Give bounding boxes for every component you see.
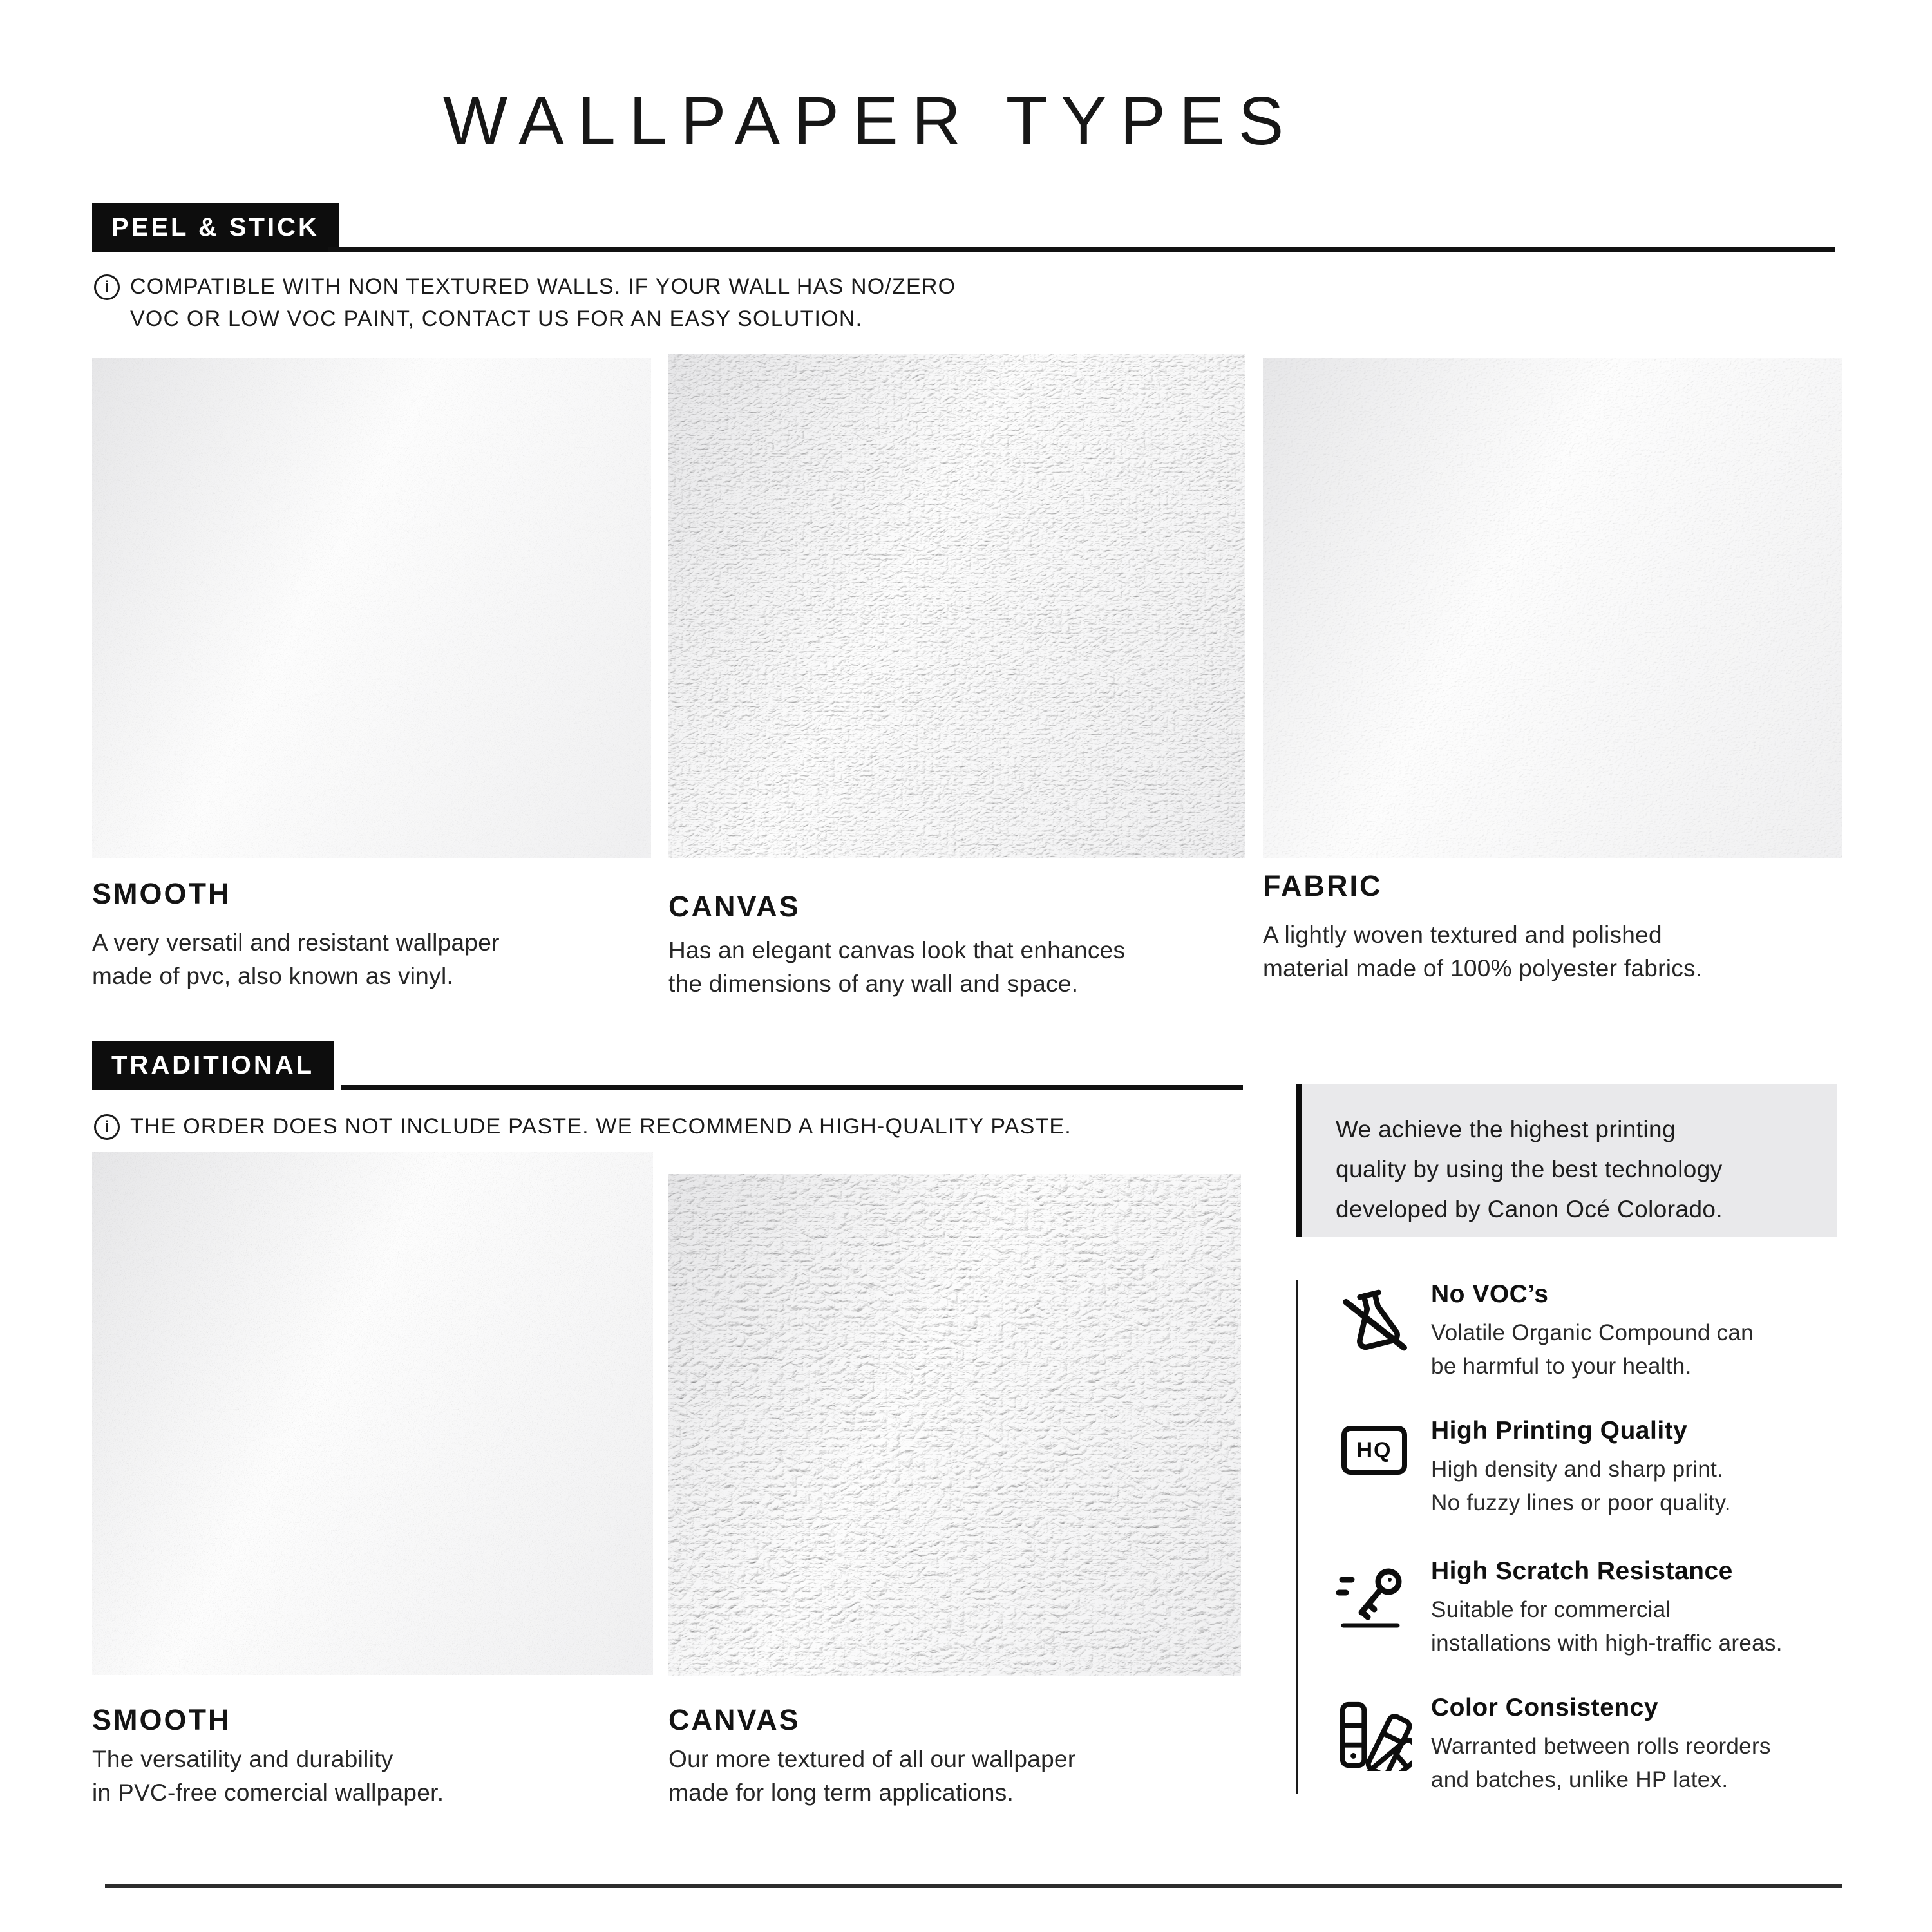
hq-badge-text: HQ [1341, 1426, 1407, 1475]
swatch-description [1263, 918, 1702, 985]
section-badge-peel-stick: PEEL & STICK [92, 203, 339, 252]
note-line: VOC OR LOW VOC PAINT, CONTACT US FOR AN EASY SOLUTION. [130, 307, 863, 331]
traditional-note [94, 1110, 1072, 1142]
feature-description [1431, 1316, 1754, 1383]
desc-line: Warranted between rolls reorders [1431, 1734, 1771, 1759]
desc-line: installations with high-traffic areas. [1431, 1631, 1783, 1656]
section-rule-traditional [341, 1085, 1243, 1090]
feature-description [1431, 1453, 1731, 1520]
desc-line: No fuzzy lines or poor quality. [1431, 1490, 1731, 1515]
feature-title: High Printing Quality [1431, 1417, 1688, 1444]
feature-description [1431, 1593, 1783, 1660]
feature-description [1431, 1730, 1771, 1797]
desc-line: made for long term applications. [668, 1779, 1014, 1806]
swatch-description [668, 934, 1125, 1001]
swatch-title: CANVAS [668, 1703, 800, 1736]
desc-line: A very versatil and resistant wallpaper [92, 929, 500, 956]
swatch-peel-stick-fabric [1263, 358, 1842, 858]
swatch-title: SMOOTH [92, 877, 231, 910]
swatch-traditional-canvas [668, 1174, 1241, 1676]
swatch-title: SMOOTH [92, 1703, 231, 1736]
swatch-title: CANVAS [668, 890, 800, 923]
key-scratch-icon [1325, 1562, 1423, 1629]
swatch-description [668, 1743, 1075, 1810]
desc-line: made of pvc, also known as vinyl. [92, 963, 454, 989]
desc-line: and batches, unlike HP latex. [1431, 1767, 1728, 1792]
bottom-divider-rule [105, 1884, 1842, 1888]
page-title: WALLPAPER TYPES [443, 83, 1298, 159]
swatch-description [92, 1743, 444, 1810]
swatch-description [92, 926, 500, 993]
swatch-peel-stick-canvas [668, 354, 1245, 858]
desc-line: A lightly woven textured and polished [1263, 922, 1662, 948]
color-swatchbook-icon [1325, 1699, 1423, 1771]
feature-title: High Scratch Resistance [1431, 1557, 1733, 1585]
feature-no-voc [1325, 1280, 1847, 1383]
feature-title: No VOC’s [1431, 1280, 1549, 1308]
callout-line: developed by Canon Océ Colorado. [1336, 1196, 1723, 1222]
section-rule-peel-stick [328, 247, 1835, 252]
printing-quality-callout [1296, 1084, 1837, 1237]
desc-line: The versatility and durability [92, 1746, 393, 1772]
feature-high-printing-quality [1325, 1417, 1847, 1520]
feature-color-consistency [1325, 1694, 1847, 1797]
desc-line: be harmful to your health. [1431, 1354, 1692, 1379]
swatch-traditional-smooth [92, 1152, 653, 1675]
desc-line: the dimensions of any wall and space. [668, 971, 1079, 997]
desc-line: material made of 100% polyester fabrics. [1263, 955, 1703, 981]
info-icon: i [94, 1114, 120, 1140]
desc-line: Our more textured of all our wallpaper [668, 1746, 1076, 1772]
desc-line: Has an elegant canvas look that enhances [668, 937, 1126, 963]
desc-line: High density and sharp print. [1431, 1457, 1724, 1482]
no-voc-flask-icon [1325, 1285, 1423, 1361]
note-line: COMPATIBLE WITH NON TEXTURED WALLS. IF YOUR WALL HAS NO/ZERO [130, 274, 956, 299]
features-divider-line [1296, 1280, 1298, 1794]
info-icon: i [94, 274, 120, 300]
peel-stick-note [94, 270, 956, 335]
callout-line: quality by using the best technology [1336, 1156, 1723, 1182]
feature-title: Color Consistency [1431, 1694, 1659, 1721]
hq-badge-icon [1325, 1422, 1423, 1475]
desc-line: Volatile Organic Compound can [1431, 1320, 1754, 1345]
traditional-note-text [130, 1110, 1072, 1142]
swatch-peel-stick-smooth [92, 358, 651, 858]
feature-high-scratch-resistance [1325, 1557, 1847, 1660]
section-badge-traditional: TRADITIONAL [92, 1041, 334, 1090]
desc-line: in PVC-free comercial wallpaper. [92, 1779, 444, 1806]
swatch-title: FABRIC [1263, 869, 1383, 902]
callout-line: We achieve the highest printing [1336, 1116, 1676, 1142]
note-line: THE ORDER DOES NOT INCLUDE PASTE. WE RECOMMEND A HIGH-QUALITY PASTE. [130, 1114, 1072, 1139]
peel-stick-note-text [130, 270, 956, 335]
desc-line: Suitable for commercial [1431, 1597, 1671, 1622]
